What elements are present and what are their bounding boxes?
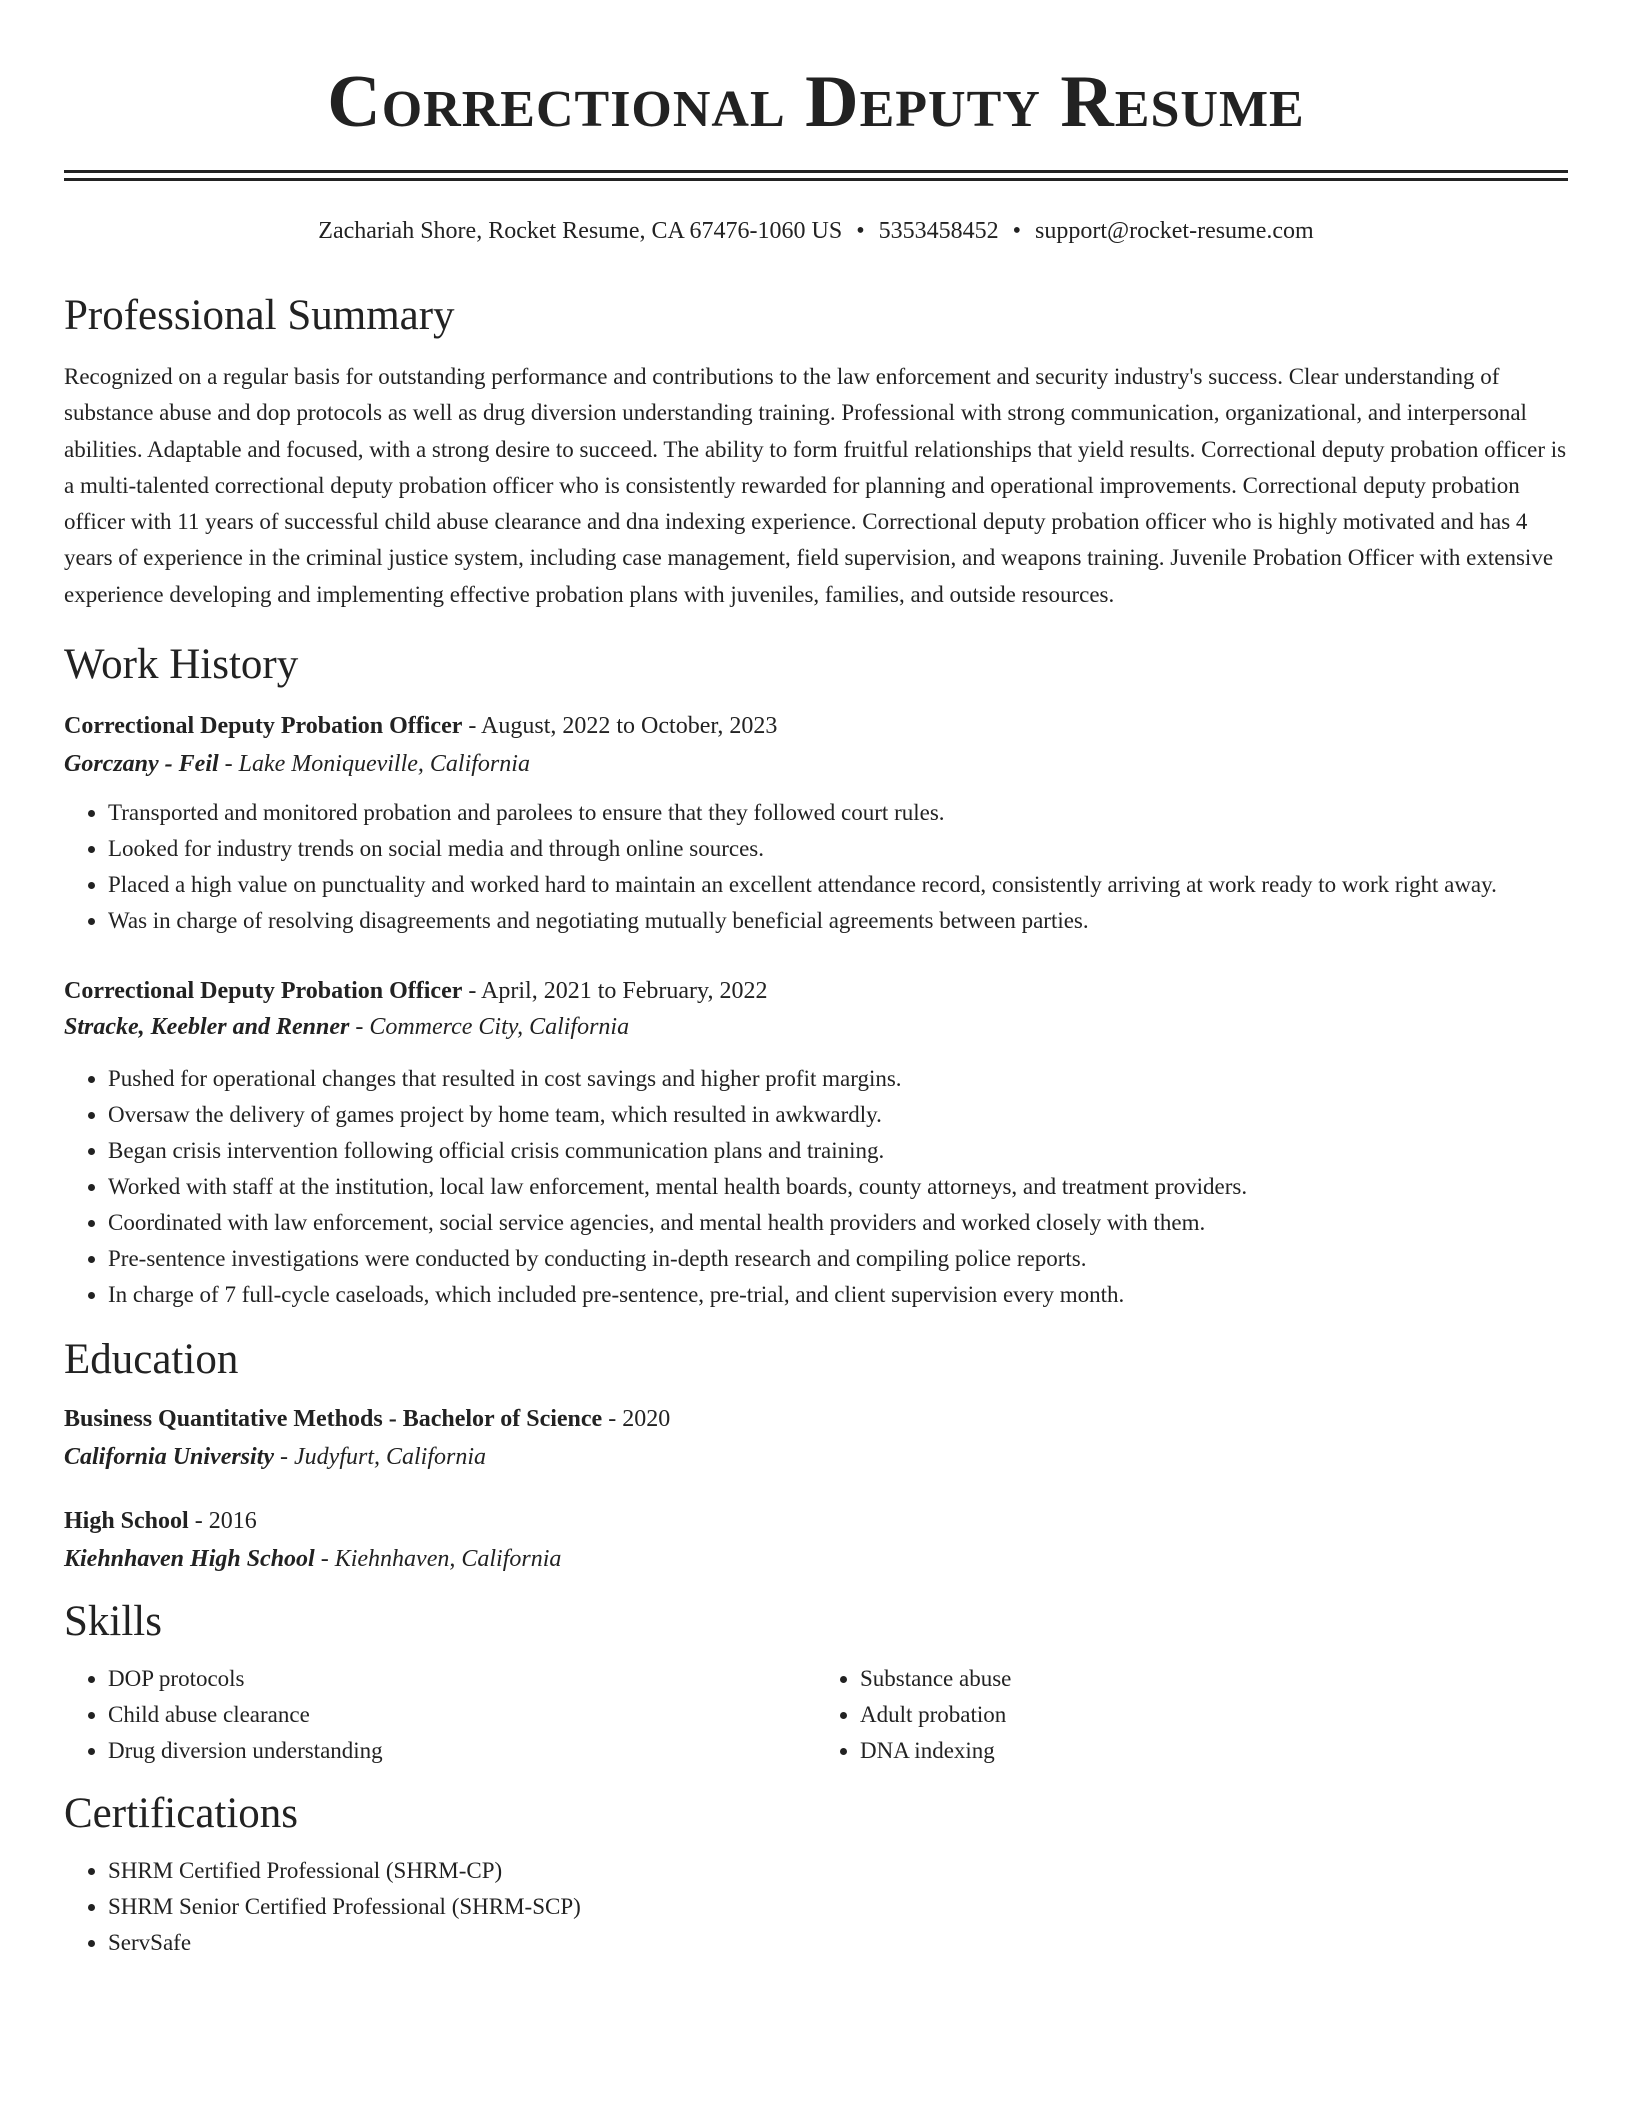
list-item: • Transported and monitored probation and parolees to ensure that they followed court rules. <box>108 795 1568 831</box>
contact-email: support@rocket-resume.com <box>1035 218 1314 244</box>
list-item: • DNA indexing <box>860 1733 1568 1769</box>
list-item: • Worked with staff at the institution, local law enforcement, mental health boards, county attorneys, and treatment providers. <box>108 1169 1568 1205</box>
list-item: • Coordinated with law enforcement, social service agencies, and mental health providers and worked closely with them. <box>108 1205 1568 1241</box>
list-item: • Child abuse clearance <box>108 1697 816 1733</box>
job-bullets <box>64 1061 1568 1313</box>
job-header <box>64 975 1568 1007</box>
job-entry <box>64 710 1568 939</box>
list-item: • In charge of 7 full-cycle caseloads, which included pre-sentence, pre-trial, and client supervision every month. <box>108 1277 1568 1313</box>
job-title: Correctional Deputy Probation Officer <box>64 713 463 740</box>
skills-column-left <box>64 1661 816 1769</box>
list-item: • Pre-sentence investigations were conducted by conducting in-depth research and compiling police reports. <box>108 1241 1568 1277</box>
summary-heading: Professional Summary <box>64 292 455 339</box>
list-item: • Pushed for operational changes that resulted in cost savings and higher profit margins. <box>108 1061 1568 1097</box>
job-location: - Lake Moniqueville, California <box>218 751 530 778</box>
education-entry <box>64 1403 1568 1473</box>
education-location: - Kiehnhaven, California <box>314 1546 562 1573</box>
education-school: Kiehnhaven High School <box>64 1546 315 1573</box>
list-item: • Began crisis intervention following official crisis communication plans and training. <box>108 1133 1568 1169</box>
list-item: • DOP protocols <box>108 1661 816 1697</box>
list-item: • Drug diversion understanding <box>108 1733 816 1769</box>
job-location: - Commerce City, California <box>349 1014 630 1041</box>
contact-line <box>64 215 1568 247</box>
title-divider <box>64 170 1568 181</box>
education-school-line <box>64 1441 1568 1473</box>
job-title: Correctional Deputy Probation Officer <box>64 978 463 1005</box>
contact-separator: • <box>1012 218 1022 244</box>
list-item: • Looked for industry trends on social media and through online sources. <box>108 831 1568 867</box>
list-item: • Adult probation <box>860 1697 1568 1733</box>
list-item: • Placed a high value on punctuality and worked hard to maintain an excellent attendance record, consistently arriving at work ready to work right away. <box>108 867 1568 903</box>
education-school-line <box>64 1543 1568 1575</box>
job-entry <box>64 975 1568 1313</box>
education-school: California University <box>64 1444 275 1471</box>
education-year: - 2020 <box>602 1406 671 1433</box>
certifications-heading: Certifications <box>64 1790 299 1838</box>
education-degree: Business Quantitative Methods - Bachelor of Science <box>64 1406 603 1433</box>
list-item: • Oversaw the delivery of games project by home team, which resulted in awkwardly. <box>108 1097 1568 1133</box>
education-degree: High School <box>64 1508 189 1535</box>
summary-text: Recognized on a regular basis for outstanding performance and contributions to the law enforcement and security industry's success. Clear understanding of substance abuse and dop protocols as well as drug diversion understanding training. Professional with strong communication, organizational, and interpersonal abilities. Adaptable and focused, with a strong desire to succeed. The ability to form fruitful relationships that yield results. Correctional deputy probation officer is a multi-talented correctional deputy probation officer who is consistently rewarded for planning and operational improvements. Correctional deputy probation officer with 11 years of successful child abuse clearance and dna indexing experience. Correctional deputy probation officer who is highly motivated and has 4 years of experience in the criminal justice system, including case management, field supervision, and weapons training. Juvenile Probation Officer with extensive experience developing and implementing effective probation plans with juveniles, families, and outside resources. <box>64 364 1567 607</box>
resume-title: Correctional Deputy Resume <box>327 61 1305 143</box>
skills-heading: Skills <box>64 1598 162 1646</box>
job-employer: Gorczany - Feil <box>64 751 219 778</box>
contact-address: Zachariah Shore, Rocket Resume, CA 67476-1060 US <box>318 218 843 244</box>
job-dates: - August, 2022 to October, 2023 <box>462 713 778 740</box>
contact-separator: • <box>856 218 865 244</box>
job-header <box>64 710 1568 742</box>
list-item: • Was in charge of resolving disagreements and negotiating mutually beneficial agreements between parties. <box>108 903 1568 939</box>
job-employer-line <box>64 748 1568 780</box>
job-employer: Stracke, Keebler and Renner <box>64 1014 350 1041</box>
education-degree-line <box>64 1505 1568 1537</box>
education-degree-line <box>64 1403 1568 1435</box>
skills-list <box>64 1661 1568 1769</box>
list-item: • SHRM Senior Certified Professional (SHRM-SCP) <box>108 1889 1568 1925</box>
list-item: • SHRM Certified Professional (SHRM-CP) <box>108 1853 1568 1889</box>
job-dates: - April, 2021 to February, 2022 <box>462 978 768 1005</box>
skills-column-right <box>816 1661 1568 1769</box>
education-heading: Education <box>64 1336 239 1384</box>
education-entry <box>64 1505 1568 1575</box>
list-item: • Substance abuse <box>860 1661 1568 1697</box>
education-year: - 2016 <box>188 1508 257 1535</box>
contact-phone: 5353458452 <box>878 218 999 244</box>
work-history-heading: Work History <box>64 641 299 689</box>
job-employer-line <box>64 1011 1568 1043</box>
certifications-list <box>64 1853 1568 1961</box>
education-location: - Judyfurt, California <box>274 1444 487 1471</box>
job-bullets <box>64 795 1568 939</box>
list-item: • ServSafe <box>108 1925 1568 1961</box>
